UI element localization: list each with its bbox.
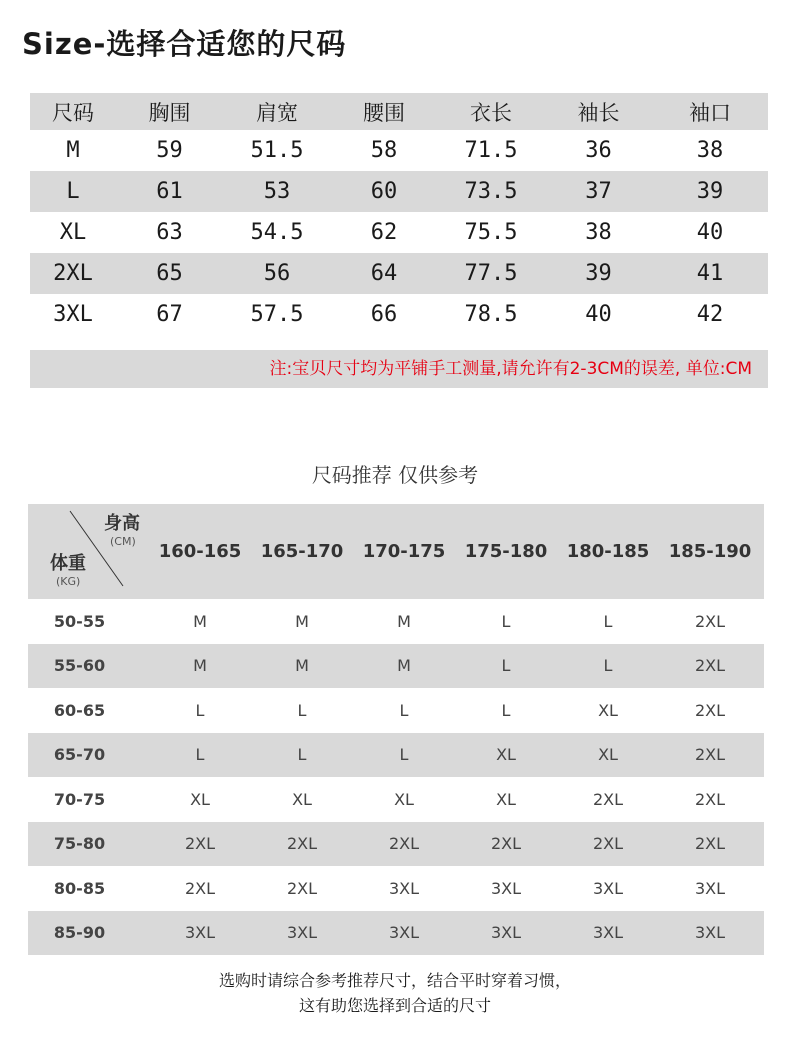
measurement-cell: 64	[370, 261, 398, 286]
size-chart-header-cell: 尺码	[52, 100, 94, 125]
size-label-cell: L	[66, 179, 80, 204]
recommended-size-cell: M	[397, 611, 411, 631]
measurement-cell: 37	[585, 179, 612, 204]
recommended-size-cell: M	[193, 656, 207, 676]
recommended-size-cell: L	[399, 745, 409, 765]
recommended-size-cell: M	[397, 656, 411, 676]
measurement-cell: 38	[585, 220, 612, 245]
measurement-cell: 60	[370, 179, 398, 204]
size-chart-header-cell: 袖口	[689, 100, 731, 125]
recommend-row	[28, 733, 764, 778]
recommended-size-cell: 3XL	[388, 878, 420, 898]
recommended-size-cell: 2XL	[286, 834, 318, 854]
height-range-header: 165-170	[260, 541, 344, 562]
weight-range-cell: 65-70	[53, 745, 106, 765]
size-chart-row	[30, 253, 768, 294]
recommended-size-cell: 3XL	[592, 923, 624, 943]
weight-range-cell: 85-90	[53, 923, 106, 943]
weight-range-cell: 50-55	[53, 611, 106, 631]
recommended-size-cell: XL	[598, 700, 618, 720]
footer-note	[0, 968, 790, 1018]
recommended-size-cell: L	[603, 611, 613, 631]
recommended-size-cell: XL	[394, 789, 414, 809]
size-chart-row	[30, 171, 768, 212]
recommended-size-cell: L	[603, 656, 613, 676]
measurement-cell: 42	[696, 302, 724, 327]
recommended-size-cell: L	[501, 611, 511, 631]
measurement-cell: 36	[585, 138, 612, 163]
weight-unit: (KG)	[56, 575, 81, 588]
measurement-cell: 73.5	[464, 179, 518, 204]
measurement-cell: 75.5	[464, 220, 518, 245]
recommended-size-cell: 2XL	[184, 878, 216, 898]
recommended-size-cell: 2XL	[592, 834, 624, 854]
recommended-size-cell: 3XL	[694, 923, 726, 943]
measurement-cell: 66	[370, 302, 398, 327]
measurement-cell: 39	[585, 261, 612, 286]
recommend-row	[28, 688, 764, 733]
weight-range-cell: 80-85	[53, 878, 106, 898]
recommended-size-cell: 3XL	[592, 878, 624, 898]
recommended-size-cell: 3XL	[490, 878, 522, 898]
recommended-size-cell: M	[193, 611, 207, 631]
recommend-row	[28, 911, 764, 956]
recommended-size-cell: XL	[190, 789, 210, 809]
size-chart-header-cell: 腰围	[363, 100, 405, 125]
recommend-row	[28, 866, 764, 911]
height-range-header: 180-185	[566, 541, 650, 562]
recommended-size-cell: L	[399, 700, 409, 720]
measurement-cell: 78.5	[464, 302, 518, 327]
recommended-size-cell: L	[195, 700, 205, 720]
recommended-size-cell: 2XL	[694, 700, 726, 720]
recommend-row	[28, 644, 764, 689]
recommended-size-cell: 3XL	[490, 923, 522, 943]
size-chart-note: 注:宝贝尺寸均为平铺手工测量,请允许有2-3CM的误差, 单位:CM	[30, 350, 768, 388]
weight-label: 体重	[50, 553, 86, 574]
size-chart-header-row	[30, 93, 768, 130]
size-chart-row	[30, 130, 768, 171]
recommended-size-cell: XL	[496, 745, 516, 765]
measurement-cell: 67	[156, 302, 183, 327]
measurement-cell: 62	[370, 220, 398, 245]
recommend-row	[28, 599, 764, 644]
recommended-size-cell: 3XL	[286, 923, 318, 943]
recommended-size-cell: L	[297, 700, 307, 720]
weight-range-cell: 70-75	[53, 789, 106, 809]
measurement-cell: 38	[696, 138, 724, 163]
measurement-cell: 41	[696, 261, 724, 286]
recommended-size-cell: L	[501, 700, 511, 720]
size-chart-header-cell: 胸围	[148, 100, 191, 125]
measurement-cell: 71.5	[464, 138, 518, 163]
recommended-size-cell: 3XL	[184, 923, 216, 943]
recommended-size-cell: XL	[496, 789, 516, 809]
recommend-row	[28, 822, 764, 867]
recommended-size-cell: 2XL	[388, 834, 420, 854]
height-range-header: 185-190	[668, 541, 752, 562]
recommended-size-cell: L	[501, 656, 511, 676]
size-chart-row	[30, 212, 768, 253]
recommended-size-cell: 2XL	[286, 878, 318, 898]
size-label-cell: 3XL	[53, 302, 93, 327]
measurement-cell: 59	[156, 138, 183, 163]
size-label-cell: XL	[59, 220, 87, 245]
recommended-size-cell: 2XL	[490, 834, 522, 854]
measurement-cell: 57.5	[250, 302, 304, 327]
recommend-header-row	[28, 504, 764, 599]
footer-line: 选购时请综合参考推荐尺寸，结合平时穿着习惯，	[218, 971, 571, 990]
recommended-size-cell: 2XL	[694, 745, 726, 765]
measurement-cell: 63	[156, 220, 183, 245]
recommended-size-cell: 3XL	[694, 878, 726, 898]
height-label: 身高	[104, 513, 140, 534]
measurement-cell: 56	[263, 261, 291, 286]
recommended-size-cell: 2XL	[592, 789, 624, 809]
size-chart-row	[30, 294, 768, 335]
recommend-title: 尺码推荐 仅供参考	[311, 463, 479, 487]
height-range-header: 160-165	[158, 541, 242, 562]
recommended-size-cell: L	[297, 745, 307, 765]
recommended-size-cell: 2XL	[694, 611, 726, 631]
size-label-cell: M	[66, 138, 80, 163]
measurement-cell: 39	[696, 179, 724, 204]
size-chart-table	[30, 93, 768, 335]
size-chart-header-cell: 袖长	[577, 100, 620, 125]
recommended-size-cell: 2XL	[184, 834, 216, 854]
page-title: Size-选择合适您的尺码	[22, 27, 347, 61]
measurement-cell: 77.5	[464, 261, 518, 286]
measurement-cell: 40	[585, 302, 612, 327]
size-chart-header-cell: 衣长	[470, 100, 512, 125]
weight-range-cell: 75-80	[53, 834, 106, 854]
measurement-cell: 54.5	[250, 220, 304, 245]
measurement-cell: 61	[156, 179, 183, 204]
recommended-size-cell: XL	[292, 789, 312, 809]
height-range-header: 175-180	[464, 541, 548, 562]
recommended-size-cell: L	[195, 745, 205, 765]
recommended-size-cell: M	[295, 656, 309, 676]
recommended-size-cell: 3XL	[388, 923, 420, 943]
measurement-cell: 40	[696, 220, 724, 245]
size-label-cell: 2XL	[53, 261, 93, 286]
recommended-size-cell: 2XL	[694, 789, 726, 809]
measurement-cell: 51.5	[250, 138, 304, 163]
recommended-size-cell: M	[295, 611, 309, 631]
measurement-cell: 53	[263, 179, 291, 204]
measurement-cell: 65	[156, 261, 183, 286]
size-recommend-table	[28, 504, 764, 955]
recommend-corner-cell	[28, 504, 149, 599]
weight-range-cell: 60-65	[53, 700, 106, 720]
recommended-size-cell: XL	[598, 745, 618, 765]
height-unit: (CM)	[110, 535, 136, 548]
recommended-size-cell: 2XL	[694, 656, 726, 676]
footer-line: 这有助您选择到合适的尺寸	[298, 996, 491, 1015]
height-range-header: 170-175	[362, 541, 446, 562]
size-chart-header-cell: 肩宽	[256, 100, 298, 125]
recommended-size-cell: 2XL	[694, 834, 726, 854]
measurement-cell: 58	[370, 138, 398, 163]
weight-range-cell: 55-60	[53, 656, 106, 676]
recommend-row	[28, 777, 764, 822]
